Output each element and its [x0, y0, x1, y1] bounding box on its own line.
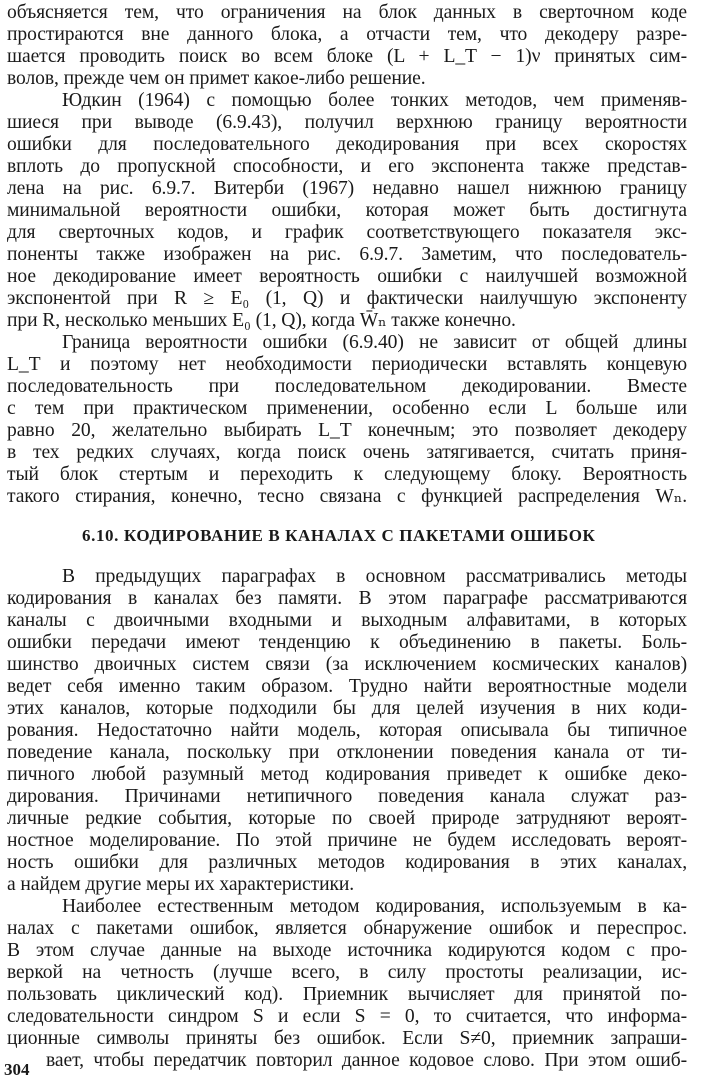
page-number: 304 — [4, 1060, 30, 1079]
text-line: рования. Недостаточно найти модель, которая описывала бы типичное — [7, 720, 687, 741]
text-line: следовательности синдром S и если S = 0, то считается, что информа- — [7, 1006, 687, 1027]
text-line: в тех редких случаях, когда поиск очень затягивается, считать приня- — [7, 442, 687, 463]
text-line: ное декодирование имеет вероятность ошибки с наилучшей возможной — [7, 266, 687, 287]
text-line: этих каналов, которые подходили бы для целей изучения в них коди- — [7, 698, 687, 719]
text-line: простираются вне данного блока, а отчасти тем, что декодеру разре- — [7, 24, 687, 45]
text-line: каналы с двоичными входными и выходным алфавитами, в которых — [7, 610, 687, 631]
text-line: при R, несколько меньших E₀ (1, Q), когда W̄ₙ также конечно. — [7, 310, 516, 331]
text-line: личные редкие события, которые по своей природе затрудняют вероят- — [7, 808, 687, 829]
text-line: для сверточных кодов, и график соответствующего показателя экс- — [7, 222, 687, 243]
text-line: ционные символы приняты без ошибок. Если S≠0, приемник запраши- — [7, 1028, 687, 1049]
section-heading: 6.10. КОДИРОВАНИЕ В КАНАЛАХ С ПАКЕТАМИ ОШИБОК — [82, 526, 596, 545]
text-line: шиеся при выводе (6.9.43), получил верхнюю границу вероятности — [7, 112, 687, 133]
text-line: с тем при практическом применении, особенно если L больше или — [7, 398, 687, 419]
text-line: экспонентой при R ≥ E₀ (1, Q) и фактически наилучшую экспоненту — [7, 288, 687, 309]
text-line: налах с пакетами ошибок, является обнаружение ошибок и переспрос. — [7, 918, 687, 939]
text-line: дирования. Причинами нетипичного поведения канала служат раз- — [7, 786, 687, 807]
text-line: кодирования в каналах без памяти. В этом параграфе рассматриваются — [7, 588, 687, 609]
text-line: В предыдущих параграфах в основном рассматривались методы — [62, 566, 687, 587]
text-line: пользовать циклический код). Приемник вычисляет для принятой по- — [7, 984, 687, 1005]
text-line: ностное моделирование. По этой причине не будем исследовать вероят- — [7, 830, 687, 851]
text-line: поненты также изображен на рис. 6.9.7. Заметим, что последователь- — [7, 244, 687, 265]
text-line: ность ошибки для различных методов кодирования в этих каналах, — [7, 852, 687, 873]
text-line: ошибки передачи имеют тенденцию к объединению в пакеты. Боль- — [7, 632, 687, 653]
text-line: поведение канала, поскольку при отклонении поведения канала от ти- — [7, 742, 687, 763]
text-line: волов, прежде чем он примет какое-либо решение. — [7, 68, 426, 89]
text-line: тый блок стертым и переходить к следующему блоку. Вероятность — [7, 464, 687, 485]
text-line: Граница вероятности ошибки (6.9.40) не зависит от общей длины — [62, 332, 687, 353]
text-line: объясняется тем, что ограничения на блок данных в сверточном коде — [7, 2, 687, 23]
text-line: минимальной вероятности ошибки, которая может быть достигнута — [7, 200, 687, 221]
text-line: шается проводить поиск во всем блоке (L + L_T − 1)ν принятых сим- — [7, 46, 687, 67]
text-line: Наиболее естественным методом кодирования, используемым в ка- — [62, 896, 687, 917]
text-line: ошибки для последовательного декодирования при всех скоростях — [7, 134, 687, 155]
text-line: ведет себя именно таким образом. Трудно найти вероятностные модели — [7, 676, 687, 697]
text-line: шинство двоичных систем связи (за исключением космических каналов) — [7, 654, 687, 675]
text-line: В этом случае данные на выходе источника кодируются кодом с про- — [7, 940, 687, 961]
text-line: Юдкин (1964) с помощью более тонких методов, чем применяв- — [62, 90, 687, 111]
text-line: вает, чтобы передатчик повторил данное кодовое слово. При этом ошиб- — [46, 1050, 687, 1071]
text-line: вплоть до пропускной способности, и его экспонента также представ- — [7, 156, 687, 177]
text-line: пичного любой разумный метод кодирования приведет к ошибке деко- — [7, 764, 687, 785]
text-line: веркой на четность (лучше всего, в силу простоты реализации, ис- — [7, 962, 687, 983]
text-line: а найдем другие меры их характеристики. — [7, 874, 355, 895]
text-line: последовательность при последовательном декодировании. Вместе — [7, 376, 687, 397]
text-line: такого стирания, конечно, тесно связана с функцией распределения Wₙ. — [7, 486, 687, 507]
text-line: лена на рис. 6.9.7. Витерби (1967) недавно нашел нижнюю границу — [7, 178, 687, 199]
text-line: равно 20, желательно выбирать L_T конечным; это позволяет декодеру — [7, 420, 687, 441]
text-line: L_T и поэтому нет необходимости периодически вставлять концевую — [7, 354, 687, 375]
